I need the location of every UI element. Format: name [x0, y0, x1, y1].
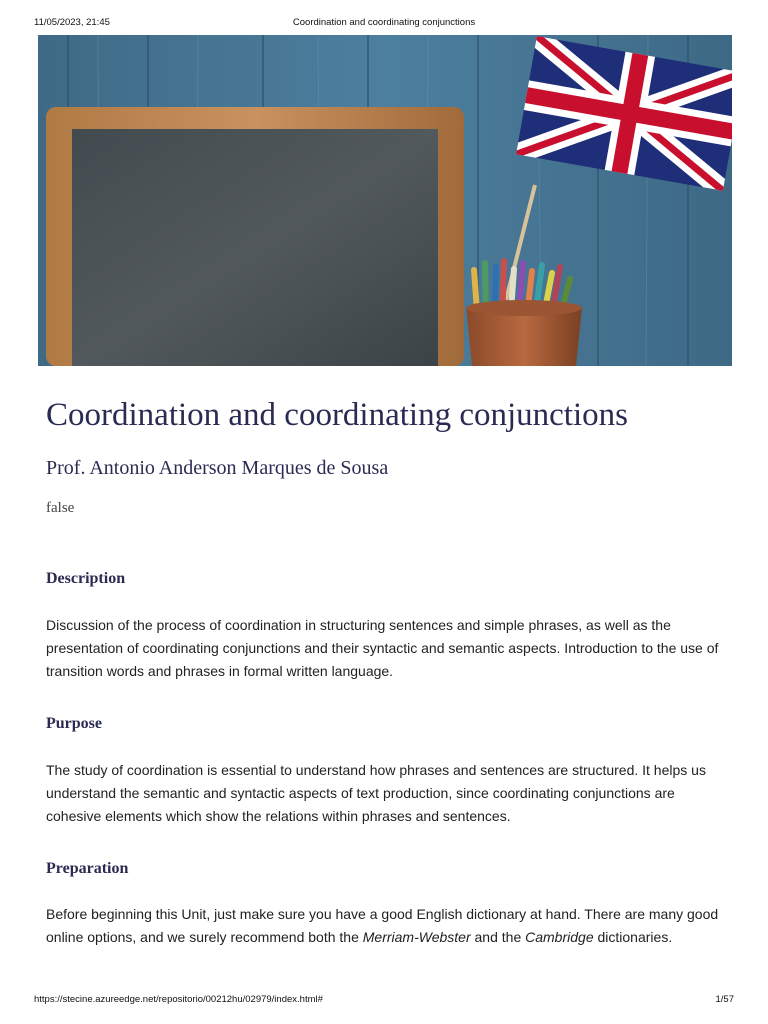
- preparation-body-end: dictionaries.: [593, 929, 673, 945]
- document-content: [46, 392, 726, 945]
- description-body: Discussion of the process of coordination in structuring sentences and simple phrases, as well as the presentation of coordinating conjunctions and their syntactic and semantic aspects. Introduction to the use of transition words and phrases in formal written language.: [46, 617, 719, 679]
- merriam-webster-reference: Merriam-Webster: [362, 929, 471, 945]
- document-author: Prof. Antonio Anderson Marques de Sousa: [46, 457, 389, 479]
- print-page-title: Coordination and coordinating conjunctions: [292, 17, 476, 28]
- purpose-heading: Purpose: [46, 715, 102, 732]
- description-heading: Description: [46, 570, 126, 587]
- preparation-body-middle: and the: [470, 929, 526, 945]
- preparation-heading: Preparation: [46, 860, 129, 877]
- print-footer: [34, 994, 734, 1008]
- print-header: [34, 17, 734, 31]
- hero-image: [38, 35, 732, 366]
- print-datetime: 11/05/2023, 21:45: [34, 17, 110, 28]
- page-url: https://stecine.azureedge.net/repositorio/00212hu/02979/index.html#: [34, 994, 323, 1005]
- purpose-body: The study of coordination is essential to understand how phrases and sentences are structured. It helps us understand the semantic and syntactic aspects of text production, since coordinating conjunctions are cohesive elements which show the relations within phrases and sentences.: [46, 762, 706, 824]
- flag-text: false: [46, 500, 75, 516]
- cambridge-reference: Cambridge: [525, 929, 594, 945]
- preparation-body-start: Before beginning this Unit, just make sure you have a good English dictionary at hand. There are many good online options, and we surely recommend both the: [46, 906, 719, 945]
- page-number: 1/57: [715, 994, 734, 1005]
- preparation-body: [46, 903, 726, 949]
- document-title: Coordination and coordinating conjunctions: [46, 397, 628, 433]
